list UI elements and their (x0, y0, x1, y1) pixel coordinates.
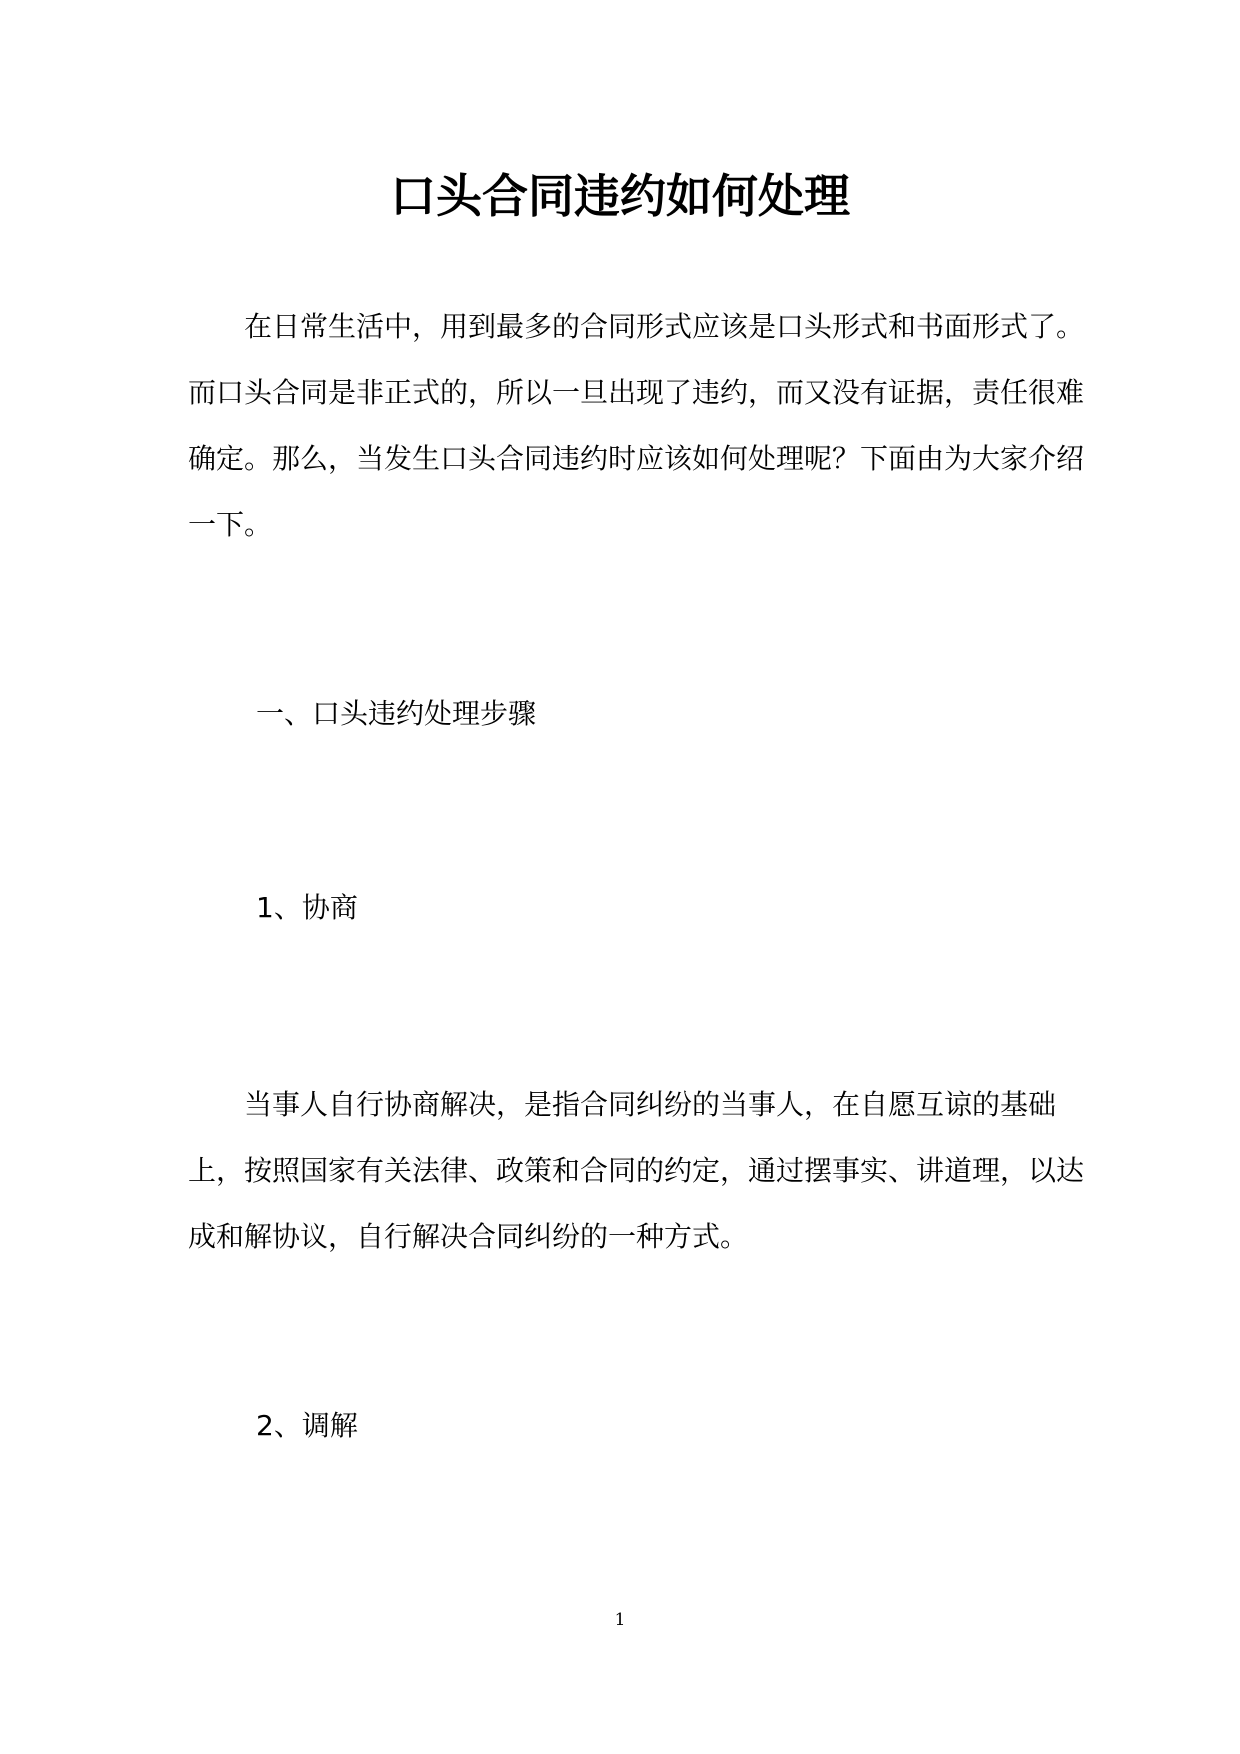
step1-paragraph: 当事人自行协商解决，是指合同纠纷的当事人，在自愿互谅的基础上，按照国家有关法律、政策和合同的约定，通过摆事实、讲道理，以达成和解协议，自行解决合同纠纷的一种方式。 (188, 1088, 1085, 1253)
page-number: 1 (614, 1610, 626, 1630)
document-title: 口头合同违约如何处理 (390, 169, 850, 223)
step2-heading: 2、调解 (256, 1409, 358, 1442)
section-heading: 一、口头违约处理步骤 (256, 697, 537, 730)
step1-heading: 1、协商 (256, 891, 358, 924)
intro-paragraph: 在日常生活中，用到最多的合同形式应该是口头形式和书面形式了。而口头合同是非正式的，所以一旦出现了违约，而又没有证据，责任很难确定。那么，当发生口头合同违约时应该如何处理呢？下面由为大家介绍一下。 (188, 310, 1085, 541)
